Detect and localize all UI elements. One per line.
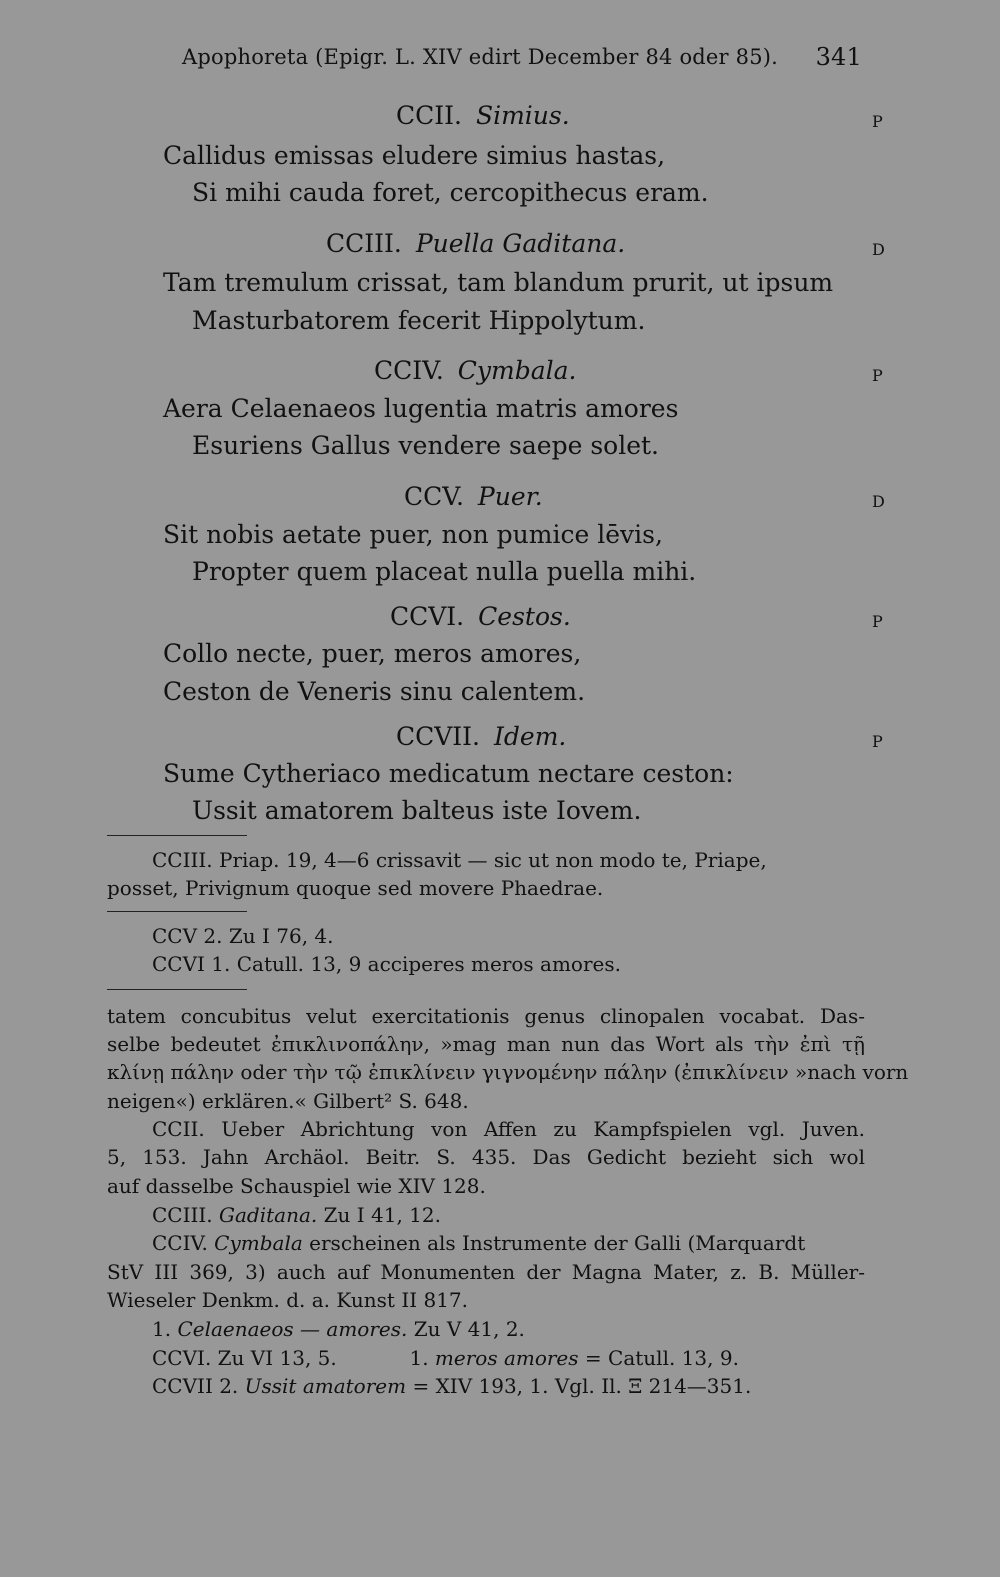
poem-heading: Puella Gaditana.: [415, 229, 626, 258]
verse-line: Si mihi cauda foret, cercopithecus eram.: [192, 178, 709, 207]
footnote-line: posset, Privignum quoque sed movere Phaedrae.: [107, 876, 604, 900]
poem-mark: D: [872, 240, 885, 259]
running-header: [182, 45, 862, 69]
verse-line: Aera Celaenaeos lugentia matris amores: [163, 394, 679, 423]
commentary-line: StV III 369, 3) auch auf Monumenten der Magna Mater, z. B. Müller-: [107, 1260, 865, 1284]
commentary-line: selbe bedeutet ἐπικλινοπάλην, »mag man nun das Wort als τὴν ἐπὶ τῇ: [107, 1032, 865, 1056]
commentary-line: CCVII 2. Ussit amatorem = XIV 193, 1. Vgl. Il. Ξ 214—351.: [152, 1374, 752, 1398]
verse-line: Collo necte, puer, meros amores,: [163, 639, 582, 668]
verse-line: Propter quem placeat nulla puella mihi.: [192, 557, 697, 586]
commentary-line: CCVI. Zu VI 13, 5. 1. meros amores = Catull. 13, 9.: [152, 1346, 739, 1370]
commentary-line: κλίνῃ πάλην oder τὴν τῷ ἐπικλίνειν γιγνομένην πάλην (ἐπικλίνειν »nach vorn: [107, 1060, 909, 1084]
commentary-line: tatem concubitus velut exercitationis genus clinopalen vocabat. Das-: [107, 1004, 865, 1028]
poem-number: CCVI.: [390, 602, 465, 631]
poem-mark: P: [872, 732, 883, 751]
poem-title: [396, 101, 570, 130]
commentary-line: CCII. Ueber Abrichtung von Affen zu Kampfspielen vgl. Juven.: [152, 1117, 865, 1141]
poem-heading: Simius.: [475, 101, 570, 130]
verse-line: Sume Cytheriaco medicatum nectare ceston:: [163, 759, 734, 788]
commentary-rule: [107, 989, 247, 990]
poem-title: [404, 482, 543, 511]
verse-line: Ceston de Veneris sinu calentem.: [163, 677, 586, 706]
commentary-line: 1. Celaenaeos — amores. Zu V 41, 2.: [152, 1317, 525, 1341]
poem-title: [396, 722, 566, 751]
commentary-line: CCIII. Gaditana. Zu I 41, 12.: [152, 1203, 441, 1227]
commentary-line: auf dasselbe Schauspiel wie XIV 128.: [107, 1174, 486, 1198]
poem-mark: P: [872, 112, 883, 131]
commentary-line: CCIV. Cymbala erscheinen als Instrumente der Galli (Marquardt: [152, 1231, 806, 1255]
poem-heading: Cestos.: [478, 602, 571, 631]
commentary-line: 5, 153. Jahn Archäol. Beitr. S. 435. Das Gedicht bezieht sich wol: [107, 1145, 865, 1169]
poem-title: [326, 229, 625, 258]
verse-line: Ussit amatorem balteus iste Iovem.: [192, 796, 642, 825]
footnote-line: CCIII. Priap. 19, 4—6 crissavit — sic ut non modo te, Priape,: [152, 848, 767, 872]
verse-line: Sit nobis aetate puer, non pumice lēvis,: [163, 520, 663, 549]
verse-line: Esuriens Gallus vendere saepe solet.: [192, 431, 659, 460]
poem-mark: P: [872, 612, 883, 631]
poem-number: CCIV.: [374, 356, 444, 385]
poem-number: CCIII.: [326, 229, 402, 258]
poem-heading: Cymbala.: [457, 356, 577, 385]
commentary-line: Wieseler Denkm. d. a. Kunst II 817.: [107, 1288, 469, 1312]
poem-number: CCII.: [396, 101, 462, 130]
page-number: 341: [815, 43, 862, 71]
poem-heading: Idem.: [494, 722, 567, 751]
poem-heading: Puer.: [477, 482, 543, 511]
poem-title: [390, 602, 571, 631]
footnote-line: CCVI 1. Catull. 13, 9 acciperes meros amores.: [152, 952, 621, 976]
poem-mark: D: [872, 492, 885, 511]
verse-line: Masturbatorem fecerit Hippolytum.: [192, 306, 646, 335]
footnote-rule: [107, 835, 247, 836]
commentary-line: neigen«) erklären.« Gilbert² S. 648.: [107, 1089, 469, 1113]
verse-line: Tam tremulum crissat, tam blandum prurit, ut ipsum: [163, 268, 834, 297]
poem-number: CCV.: [404, 482, 464, 511]
poem-number: CCVII.: [396, 722, 481, 751]
poem-title: [374, 356, 576, 385]
running-title: Apophoreta (Epigr. L. XIV edirt December 84 oder 85).: [182, 45, 779, 69]
verse-line: Callidus emissas eludere simius hastas,: [163, 141, 666, 170]
footnote-rule: [107, 911, 247, 912]
footnote-line: CCV 2. Zu I 76, 4.: [152, 924, 334, 948]
poem-mark: P: [872, 366, 883, 385]
